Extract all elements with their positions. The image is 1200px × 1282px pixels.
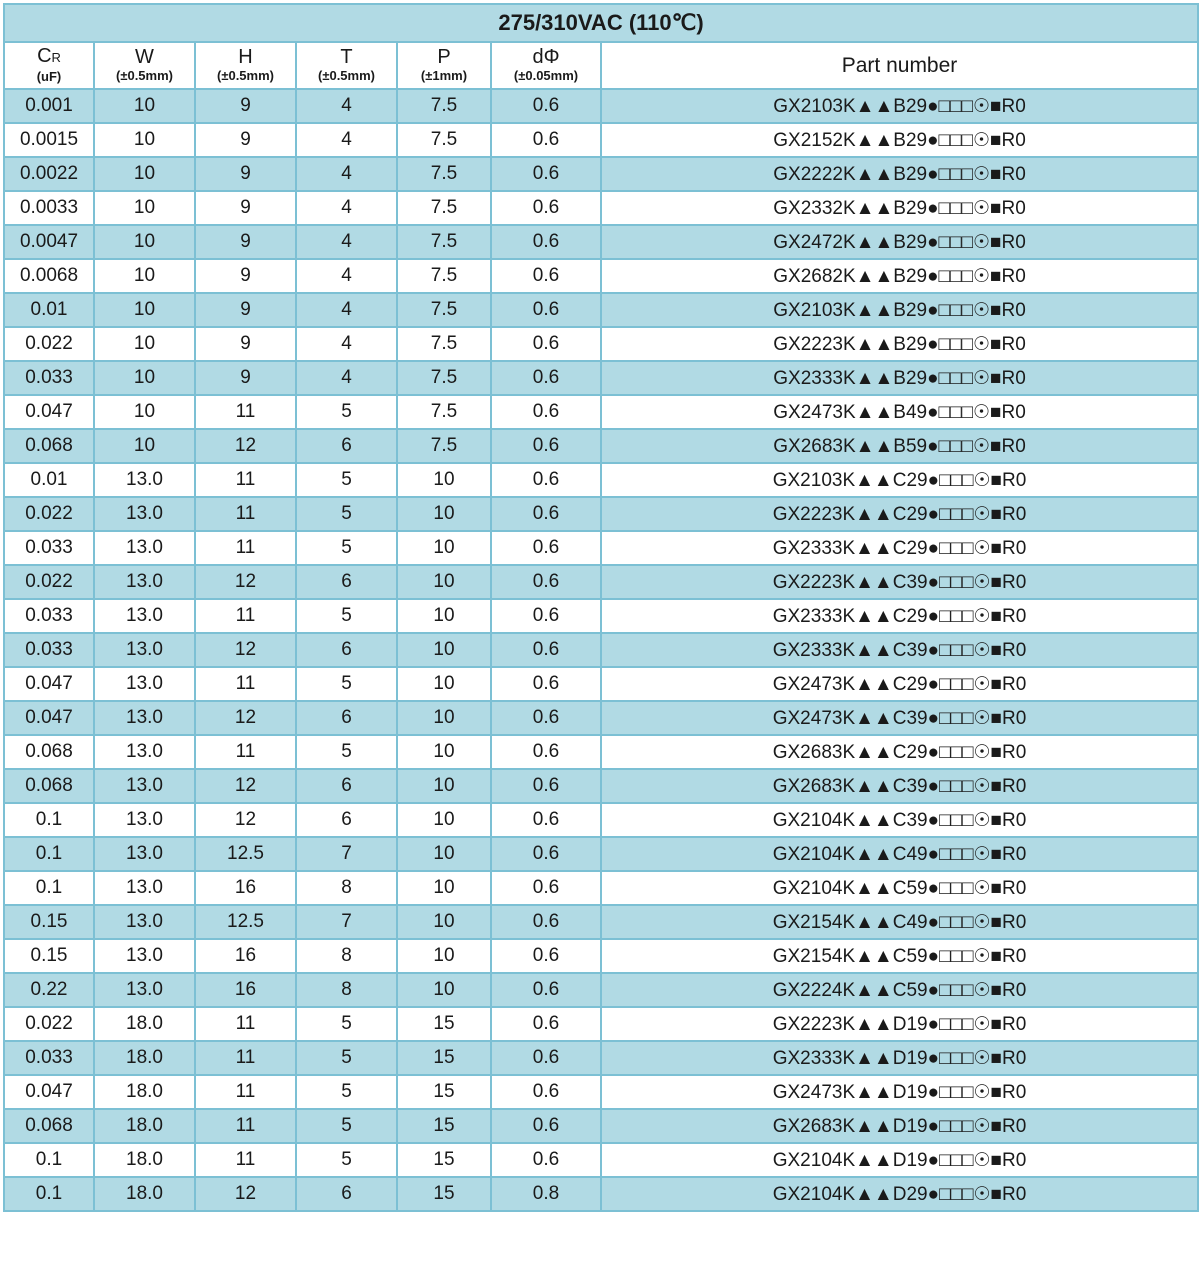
cell-lead-diameter: 0.6 <box>491 1109 601 1143</box>
cell-capacitance: 0.1 <box>4 837 94 871</box>
cell-thickness: 6 <box>296 769 397 803</box>
cell-pitch: 7.5 <box>397 327 491 361</box>
cell-pitch: 10 <box>397 599 491 633</box>
table-row <box>4 463 1198 497</box>
cell-width: 13.0 <box>94 837 195 871</box>
cell-part-number: GX2683K▲▲B59●□□□☉■R0 <box>601 429 1198 463</box>
header-width-tolerance: (±0.5mm) <box>116 67 173 83</box>
cell-pitch: 7.5 <box>397 429 491 463</box>
table-title-row <box>4 4 1198 42</box>
cell-lead-diameter: 0.6 <box>491 667 601 701</box>
cell-width: 10 <box>94 395 195 429</box>
cell-part-number: GX2103K▲▲C29●□□□☉■R0 <box>601 463 1198 497</box>
cell-thickness: 6 <box>296 633 397 667</box>
cell-part-number: GX2154K▲▲C59●□□□☉■R0 <box>601 939 1198 973</box>
cell-part-number: GX2682K▲▲B29●□□□☉■R0 <box>601 259 1198 293</box>
cell-width: 13.0 <box>94 497 195 531</box>
cell-width: 13.0 <box>94 973 195 1007</box>
table-row <box>4 599 1198 633</box>
cell-height: 12.5 <box>195 905 296 939</box>
cell-width: 13.0 <box>94 633 195 667</box>
cell-lead-diameter: 0.6 <box>491 701 601 735</box>
cell-part-number: GX2472K▲▲B29●□□□☉■R0 <box>601 225 1198 259</box>
cell-lead-diameter: 0.6 <box>491 225 601 259</box>
cell-lead-diameter: 0.6 <box>491 769 601 803</box>
cell-capacitance: 0.0033 <box>4 191 94 225</box>
cell-height: 9 <box>195 191 296 225</box>
cell-pitch: 10 <box>397 905 491 939</box>
header-lead-diameter-label: dΦ <box>532 45 560 68</box>
cell-pitch: 15 <box>397 1109 491 1143</box>
table-row <box>4 803 1198 837</box>
cell-height: 9 <box>195 123 296 157</box>
cell-lead-diameter: 0.6 <box>491 191 601 225</box>
header-capacitance-subscript: R <box>51 49 61 65</box>
cell-height: 12 <box>195 803 296 837</box>
cell-height: 12.5 <box>195 837 296 871</box>
table-body <box>4 89 1198 1211</box>
cell-lead-diameter: 0.6 <box>491 531 601 565</box>
cell-lead-diameter: 0.6 <box>491 293 601 327</box>
cell-capacitance: 0.033 <box>4 633 94 667</box>
cell-height: 9 <box>195 361 296 395</box>
cell-pitch: 10 <box>397 973 491 1007</box>
cell-width: 13.0 <box>94 803 195 837</box>
cell-width: 10 <box>94 225 195 259</box>
table-row <box>4 667 1198 701</box>
cell-capacitance: 0.0022 <box>4 157 94 191</box>
cell-pitch: 10 <box>397 939 491 973</box>
header-lead-diameter <box>491 42 601 89</box>
cell-height: 12 <box>195 701 296 735</box>
table-title: 275/310VAC (110℃) <box>4 4 1198 42</box>
cell-pitch: 15 <box>397 1007 491 1041</box>
cell-pitch: 7.5 <box>397 89 491 123</box>
cell-lead-diameter: 0.6 <box>491 395 601 429</box>
cell-thickness: 5 <box>296 1007 397 1041</box>
cell-height: 11 <box>195 1075 296 1109</box>
cell-capacitance: 0.033 <box>4 1041 94 1075</box>
table-row <box>4 1143 1198 1177</box>
cell-width: 13.0 <box>94 463 195 497</box>
table-row <box>4 259 1198 293</box>
cell-height: 16 <box>195 973 296 1007</box>
cell-part-number: GX2104K▲▲C59●□□□☉■R0 <box>601 871 1198 905</box>
cell-part-number: GX2683K▲▲C29●□□□☉■R0 <box>601 735 1198 769</box>
cell-width: 13.0 <box>94 701 195 735</box>
cell-pitch: 10 <box>397 667 491 701</box>
cell-part-number: GX2223K▲▲C39●□□□☉■R0 <box>601 565 1198 599</box>
cell-width: 10 <box>94 429 195 463</box>
cell-capacitance: 0.0047 <box>4 225 94 259</box>
cell-thickness: 4 <box>296 361 397 395</box>
cell-height: 12 <box>195 565 296 599</box>
cell-height: 9 <box>195 157 296 191</box>
table-row <box>4 531 1198 565</box>
table-row <box>4 1075 1198 1109</box>
cell-pitch: 15 <box>397 1041 491 1075</box>
cell-pitch: 15 <box>397 1177 491 1211</box>
cell-height: 12 <box>195 633 296 667</box>
table-row <box>4 327 1198 361</box>
cell-width: 13.0 <box>94 939 195 973</box>
cell-lead-diameter: 0.6 <box>491 565 601 599</box>
table-row <box>4 871 1198 905</box>
cell-thickness: 4 <box>296 225 397 259</box>
cell-pitch: 10 <box>397 803 491 837</box>
cell-part-number: GX2104K▲▲C49●□□□☉■R0 <box>601 837 1198 871</box>
cell-lead-diameter: 0.6 <box>491 1041 601 1075</box>
cell-capacitance: 0.033 <box>4 599 94 633</box>
table-row <box>4 157 1198 191</box>
cell-pitch: 10 <box>397 565 491 599</box>
cell-lead-diameter: 0.6 <box>491 429 601 463</box>
cell-height: 11 <box>195 497 296 531</box>
table-row <box>4 497 1198 531</box>
cell-pitch: 10 <box>397 701 491 735</box>
cell-width: 13.0 <box>94 599 195 633</box>
cell-lead-diameter: 0.6 <box>491 633 601 667</box>
cell-part-number: GX2333K▲▲D19●□□□☉■R0 <box>601 1041 1198 1075</box>
cell-width: 10 <box>94 327 195 361</box>
cell-capacitance: 0.022 <box>4 565 94 599</box>
table-row <box>4 293 1198 327</box>
cell-capacitance: 0.033 <box>4 531 94 565</box>
table-row <box>4 837 1198 871</box>
cell-part-number: GX2683K▲▲C39●□□□☉■R0 <box>601 769 1198 803</box>
cell-width: 18.0 <box>94 1143 195 1177</box>
table-row <box>4 123 1198 157</box>
cell-capacitance: 0.01 <box>4 293 94 327</box>
cell-height: 11 <box>195 531 296 565</box>
cell-pitch: 10 <box>397 769 491 803</box>
cell-height: 16 <box>195 871 296 905</box>
cell-width: 18.0 <box>94 1109 195 1143</box>
cell-thickness: 5 <box>296 497 397 531</box>
cell-thickness: 5 <box>296 463 397 497</box>
cell-width: 13.0 <box>94 871 195 905</box>
cell-thickness: 5 <box>296 599 397 633</box>
cell-part-number: GX2333K▲▲C29●□□□☉■R0 <box>601 599 1198 633</box>
cell-width: 18.0 <box>94 1075 195 1109</box>
cell-height: 11 <box>195 599 296 633</box>
cell-pitch: 7.5 <box>397 395 491 429</box>
cell-capacitance: 0.068 <box>4 429 94 463</box>
cell-capacitance: 0.047 <box>4 667 94 701</box>
cell-thickness: 7 <box>296 837 397 871</box>
cell-pitch: 15 <box>397 1143 491 1177</box>
cell-part-number: GX2154K▲▲C49●□□□☉■R0 <box>601 905 1198 939</box>
cell-capacitance: 0.1 <box>4 1177 94 1211</box>
cell-lead-diameter: 0.6 <box>491 463 601 497</box>
header-capacitance <box>4 42 94 89</box>
cell-capacitance: 0.15 <box>4 905 94 939</box>
table-row <box>4 429 1198 463</box>
cell-capacitance: 0.001 <box>4 89 94 123</box>
cell-lead-diameter: 0.6 <box>491 157 601 191</box>
cell-lead-diameter: 0.6 <box>491 327 601 361</box>
cell-width: 13.0 <box>94 565 195 599</box>
cell-lead-diameter: 0.6 <box>491 905 601 939</box>
cell-height: 9 <box>195 327 296 361</box>
cell-thickness: 8 <box>296 973 397 1007</box>
cell-pitch: 15 <box>397 1075 491 1109</box>
cell-part-number: GX2103K▲▲B29●□□□☉■R0 <box>601 293 1198 327</box>
cell-height: 11 <box>195 1143 296 1177</box>
table-row <box>4 905 1198 939</box>
cell-thickness: 6 <box>296 803 397 837</box>
cell-height: 9 <box>195 259 296 293</box>
cell-thickness: 5 <box>296 395 397 429</box>
header-thickness <box>296 42 397 89</box>
cell-capacitance: 0.0015 <box>4 123 94 157</box>
cell-lead-diameter: 0.6 <box>491 837 601 871</box>
cell-width: 13.0 <box>94 735 195 769</box>
cell-part-number: GX2223K▲▲D19●□□□☉■R0 <box>601 1007 1198 1041</box>
table-row <box>4 395 1198 429</box>
header-thickness-tolerance: (±0.5mm) <box>318 67 375 83</box>
cell-thickness: 6 <box>296 701 397 735</box>
table-row <box>4 1109 1198 1143</box>
cell-thickness: 4 <box>296 123 397 157</box>
header-height <box>195 42 296 89</box>
cell-thickness: 6 <box>296 565 397 599</box>
cell-part-number: GX2103K▲▲B29●□□□☉■R0 <box>601 89 1198 123</box>
header-thickness-label: T <box>340 45 353 68</box>
table-row <box>4 633 1198 667</box>
cell-part-number: GX2152K▲▲B29●□□□☉■R0 <box>601 123 1198 157</box>
cell-width: 10 <box>94 157 195 191</box>
cell-width: 13.0 <box>94 667 195 701</box>
cell-lead-diameter: 0.6 <box>491 871 601 905</box>
cell-thickness: 5 <box>296 1075 397 1109</box>
cell-thickness: 5 <box>296 531 397 565</box>
cell-capacitance: 0.1 <box>4 871 94 905</box>
cell-height: 9 <box>195 293 296 327</box>
cell-capacitance: 0.022 <box>4 327 94 361</box>
header-pitch-tolerance: (±1mm) <box>420 67 468 83</box>
cell-width: 10 <box>94 361 195 395</box>
table-row <box>4 973 1198 1007</box>
cell-part-number: GX2333K▲▲C39●□□□☉■R0 <box>601 633 1198 667</box>
cell-height: 9 <box>195 225 296 259</box>
cell-capacitance: 0.22 <box>4 973 94 1007</box>
cell-thickness: 5 <box>296 1109 397 1143</box>
cell-width: 10 <box>94 259 195 293</box>
cell-thickness: 5 <box>296 735 397 769</box>
cell-capacitance: 0.033 <box>4 361 94 395</box>
cell-pitch: 7.5 <box>397 157 491 191</box>
cell-lead-diameter: 0.6 <box>491 1075 601 1109</box>
cell-thickness: 6 <box>296 429 397 463</box>
cell-capacitance: 0.047 <box>4 395 94 429</box>
table-row <box>4 89 1198 123</box>
cell-width: 18.0 <box>94 1007 195 1041</box>
header-capacitance-label: C <box>37 44 52 67</box>
header-width <box>94 42 195 89</box>
cell-capacitance: 0.0068 <box>4 259 94 293</box>
cell-thickness: 4 <box>296 293 397 327</box>
cell-pitch: 10 <box>397 633 491 667</box>
cell-width: 13.0 <box>94 769 195 803</box>
cell-pitch: 10 <box>397 531 491 565</box>
cell-lead-diameter: 0.6 <box>491 259 601 293</box>
cell-height: 11 <box>195 735 296 769</box>
cell-pitch: 10 <box>397 497 491 531</box>
cell-width: 18.0 <box>94 1041 195 1075</box>
cell-pitch: 10 <box>397 837 491 871</box>
cell-part-number: GX2332K▲▲B29●□□□☉■R0 <box>601 191 1198 225</box>
cell-lead-diameter: 0.6 <box>491 1143 601 1177</box>
cell-capacitance: 0.068 <box>4 735 94 769</box>
header-pitch-label: P <box>437 45 451 68</box>
cell-width: 13.0 <box>94 531 195 565</box>
cell-part-number: GX2104K▲▲D19●□□□☉■R0 <box>601 1143 1198 1177</box>
cell-part-number: GX2104K▲▲C39●□□□☉■R0 <box>601 803 1198 837</box>
cell-height: 11 <box>195 1109 296 1143</box>
table-row <box>4 939 1198 973</box>
table-row <box>4 1177 1198 1211</box>
header-capacitance-unit: (uF) <box>36 68 62 84</box>
cell-lead-diameter: 0.6 <box>491 939 601 973</box>
header-part-number: Part number <box>601 42 1198 89</box>
header-height-label: H <box>238 45 253 68</box>
cell-pitch: 7.5 <box>397 293 491 327</box>
cell-height: 16 <box>195 939 296 973</box>
cell-capacitance: 0.022 <box>4 497 94 531</box>
cell-part-number: GX2683K▲▲D19●□□□☉■R0 <box>601 1109 1198 1143</box>
cell-part-number: GX2333K▲▲C29●□□□☉■R0 <box>601 531 1198 565</box>
table-row <box>4 565 1198 599</box>
cell-capacitance: 0.047 <box>4 701 94 735</box>
cell-capacitance: 0.022 <box>4 1007 94 1041</box>
table-header-row <box>4 42 1198 89</box>
cell-part-number: GX2104K▲▲D29●□□□☉■R0 <box>601 1177 1198 1211</box>
cell-thickness: 7 <box>296 905 397 939</box>
cell-thickness: 4 <box>296 259 397 293</box>
table-row <box>4 735 1198 769</box>
cell-capacitance: 0.1 <box>4 1143 94 1177</box>
cell-capacitance: 0.1 <box>4 803 94 837</box>
cell-height: 11 <box>195 463 296 497</box>
cell-lead-diameter: 0.6 <box>491 361 601 395</box>
cell-width: 10 <box>94 123 195 157</box>
cell-height: 11 <box>195 395 296 429</box>
cell-height: 12 <box>195 1177 296 1211</box>
header-height-tolerance: (±0.5mm) <box>217 67 274 83</box>
cell-capacitance: 0.15 <box>4 939 94 973</box>
cell-part-number: GX2473K▲▲D19●□□□☉■R0 <box>601 1075 1198 1109</box>
cell-thickness: 6 <box>296 1177 397 1211</box>
cell-height: 9 <box>195 89 296 123</box>
cell-height: 11 <box>195 667 296 701</box>
cell-part-number: GX2224K▲▲C59●□□□☉■R0 <box>601 973 1198 1007</box>
table-row <box>4 191 1198 225</box>
cell-pitch: 7.5 <box>397 361 491 395</box>
cell-lead-diameter: 0.6 <box>491 973 601 1007</box>
table-row <box>4 769 1198 803</box>
cell-part-number: GX2222K▲▲B29●□□□☉■R0 <box>601 157 1198 191</box>
cell-pitch: 10 <box>397 871 491 905</box>
header-lead-diameter-tolerance: (±0.05mm) <box>513 67 579 83</box>
cell-width: 18.0 <box>94 1177 195 1211</box>
cell-thickness: 8 <box>296 871 397 905</box>
cell-pitch: 7.5 <box>397 225 491 259</box>
cell-part-number: GX2333K▲▲B29●□□□☉■R0 <box>601 361 1198 395</box>
cell-thickness: 4 <box>296 327 397 361</box>
cell-capacitance: 0.068 <box>4 769 94 803</box>
cell-lead-diameter: 0.6 <box>491 803 601 837</box>
cell-lead-diameter: 0.6 <box>491 735 601 769</box>
cell-capacitance: 0.068 <box>4 1109 94 1143</box>
table-row <box>4 225 1198 259</box>
table-row <box>4 361 1198 395</box>
header-width-label: W <box>135 45 154 68</box>
cell-width: 10 <box>94 89 195 123</box>
cell-thickness: 5 <box>296 1041 397 1075</box>
cell-pitch: 10 <box>397 735 491 769</box>
cell-pitch: 7.5 <box>397 191 491 225</box>
spec-table <box>3 3 1199 1212</box>
cell-lead-diameter: 0.6 <box>491 497 601 531</box>
cell-thickness: 8 <box>296 939 397 973</box>
cell-width: 10 <box>94 191 195 225</box>
cell-lead-diameter: 0.6 <box>491 123 601 157</box>
cell-pitch: 7.5 <box>397 259 491 293</box>
cell-lead-diameter: 0.8 <box>491 1177 601 1211</box>
table-row <box>4 1007 1198 1041</box>
cell-part-number: GX2473K▲▲C39●□□□☉■R0 <box>601 701 1198 735</box>
cell-thickness: 4 <box>296 89 397 123</box>
cell-capacitance: 0.047 <box>4 1075 94 1109</box>
cell-part-number: GX2473K▲▲C29●□□□☉■R0 <box>601 667 1198 701</box>
cell-height: 12 <box>195 769 296 803</box>
cell-lead-diameter: 0.6 <box>491 89 601 123</box>
cell-capacitance: 0.01 <box>4 463 94 497</box>
cell-pitch: 10 <box>397 463 491 497</box>
table-row <box>4 1041 1198 1075</box>
table-row <box>4 701 1198 735</box>
cell-thickness: 5 <box>296 667 397 701</box>
cell-thickness: 4 <box>296 191 397 225</box>
cell-width: 10 <box>94 293 195 327</box>
cell-height: 12 <box>195 429 296 463</box>
cell-lead-diameter: 0.6 <box>491 1007 601 1041</box>
cell-part-number: GX2223K▲▲B29●□□□☉■R0 <box>601 327 1198 361</box>
header-pitch <box>397 42 491 89</box>
cell-part-number: GX2223K▲▲C29●□□□☉■R0 <box>601 497 1198 531</box>
cell-pitch: 7.5 <box>397 123 491 157</box>
cell-height: 11 <box>195 1007 296 1041</box>
cell-height: 11 <box>195 1041 296 1075</box>
cell-thickness: 5 <box>296 1143 397 1177</box>
cell-width: 13.0 <box>94 905 195 939</box>
cell-thickness: 4 <box>296 157 397 191</box>
cell-lead-diameter: 0.6 <box>491 599 601 633</box>
cell-part-number: GX2473K▲▲B49●□□□☉■R0 <box>601 395 1198 429</box>
